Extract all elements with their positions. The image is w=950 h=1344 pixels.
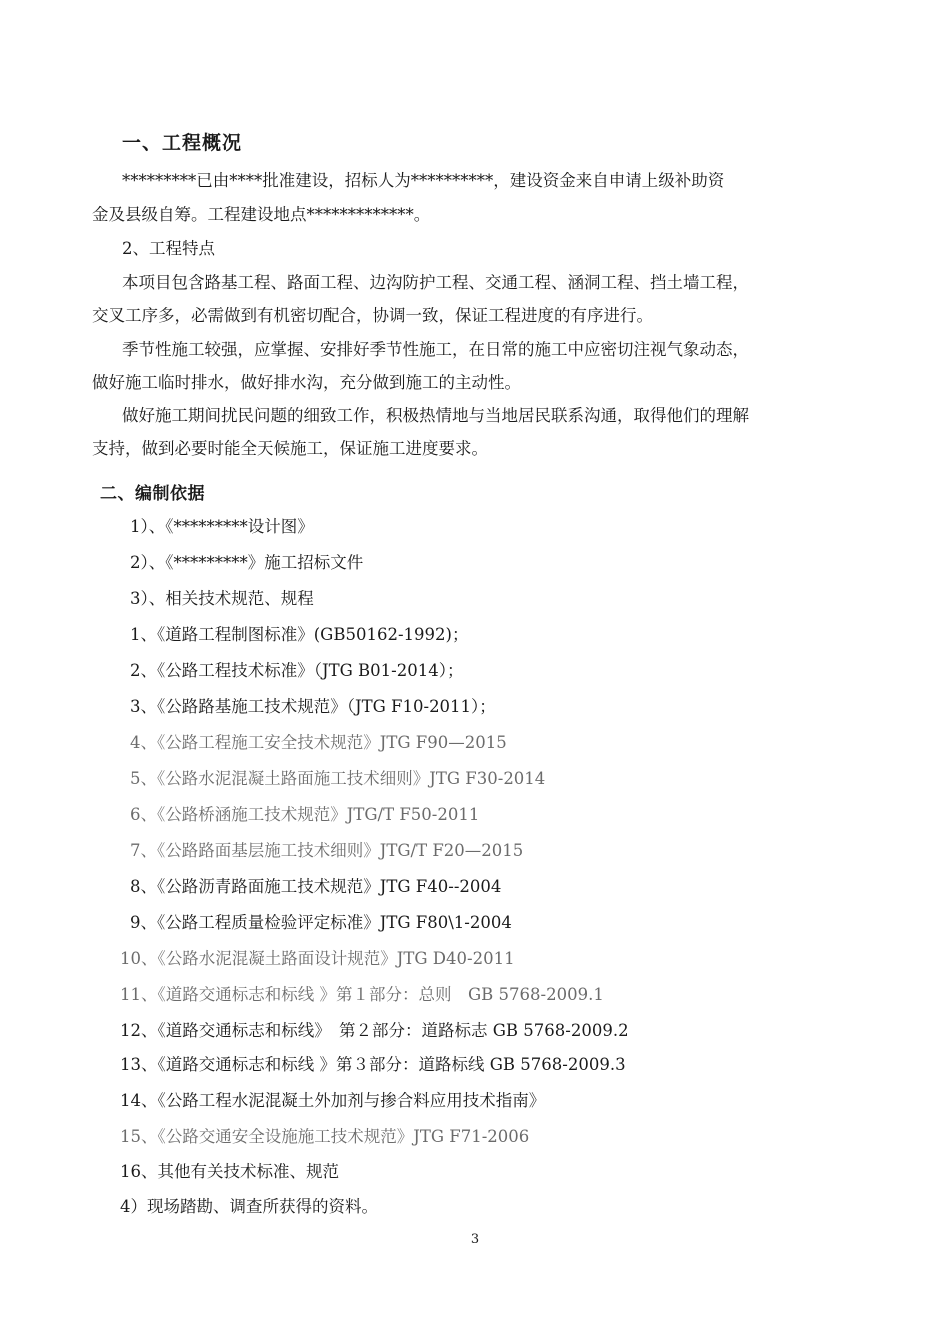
reference-item: 3、《公路路基施工技术规范》（JTG F10-2011）； <box>130 697 496 716</box>
reference-item: 2、《公路工程技术标准》（JTG B01-2014）； <box>130 661 464 680</box>
reference-item: 1、《道路工程制图标准》(GB50162-1992)； <box>130 625 469 644</box>
section1-para1-line1: *********已由****批准建设，招标人为**********，建设资金来自申请上级补助资 <box>122 171 725 190</box>
section1-para3-line2: 做好施工临时排水，做好排水沟，充分做到施工的主动性。 <box>92 373 521 392</box>
reference-item: 6、《公路桥涵施工技术规范》JTG/T F50-2011 <box>130 805 480 824</box>
page-number: 3 <box>470 1232 480 1247</box>
reference-item: 3）、相关技术规范、规程 <box>130 589 314 608</box>
reference-item: 14、《公路工程水泥混凝土外加剂与掺合料应用技术指南》 <box>120 1091 546 1110</box>
reference-item: 4）现场踏勘、调查所获得的资料。 <box>120 1197 378 1216</box>
section1-para3-line1: 季节性施工较强，应掌握、安排好季节性施工，在日常的施工中应密切注视气象动态， <box>122 340 749 359</box>
section1-para4-line2: 支持，做到必要时能全天候施工，保证施工进度要求。 <box>92 439 488 458</box>
section1-para2-line1: 本项目包含路基工程、路面工程、边沟防护工程、交通工程、涵洞工程、挡土墙工程， <box>122 273 749 292</box>
section1-para4-line1: 做好施工期间扰民问题的细致工作，积极热情地与当地居民联系沟通，取得他们的理解 <box>122 406 749 425</box>
section1-subheading: 2、工程特点 <box>122 239 215 258</box>
reference-item: 9、《公路工程质量检验评定标准》JTG F80\1-2004 <box>130 913 512 932</box>
reference-item: 12、《道路交通标志和标线》 第２部分：道路标志 GB 5768-2009.2 <box>120 1021 629 1040</box>
reference-item: 11、《道路交通标志和标线 》第１部分：总则 GB 5768-2009.1 <box>120 985 604 1004</box>
reference-item: 4、《公路工程施工安全技术规范》JTG F90—2015 <box>130 733 507 752</box>
reference-item: 13、《道路交通标志和标线 》第３部分：道路标线 GB 5768-2009.3 <box>120 1055 626 1074</box>
reference-item: 8、《公路沥青路面施工技术规范》JTG F40--2004 <box>130 877 502 896</box>
reference-item: 15、《公路交通安全设施施工技术规范》JTG F71-2006 <box>120 1127 530 1146</box>
reference-item: 16、其他有关技术标准、规范 <box>120 1162 339 1181</box>
section1-heading: 一、工程概况 <box>122 132 243 154</box>
reference-item: 5、《公路水泥混凝土路面施工技术细则》JTG F30-2014 <box>130 769 546 788</box>
reference-item: 7、《公路路面基层施工技术细则》JTG/T F20—2015 <box>130 841 524 860</box>
section2-heading: 二、编制依据 <box>100 484 205 504</box>
reference-item: 2）、《*********》施工招标文件 <box>130 553 364 572</box>
reference-item: 10、《公路水泥混凝土路面设计规范》JTG D40-2011 <box>120 949 515 968</box>
section1-para2-line2: 交叉工序多，必需做到有机密切配合，协调一致，保证工程进度的有序进行。 <box>92 306 653 325</box>
section1-para1-line2: 金及县级自筹。工程建设地点*************。 <box>92 205 431 224</box>
reference-item: 1）、《*********设计图》 <box>130 517 314 536</box>
